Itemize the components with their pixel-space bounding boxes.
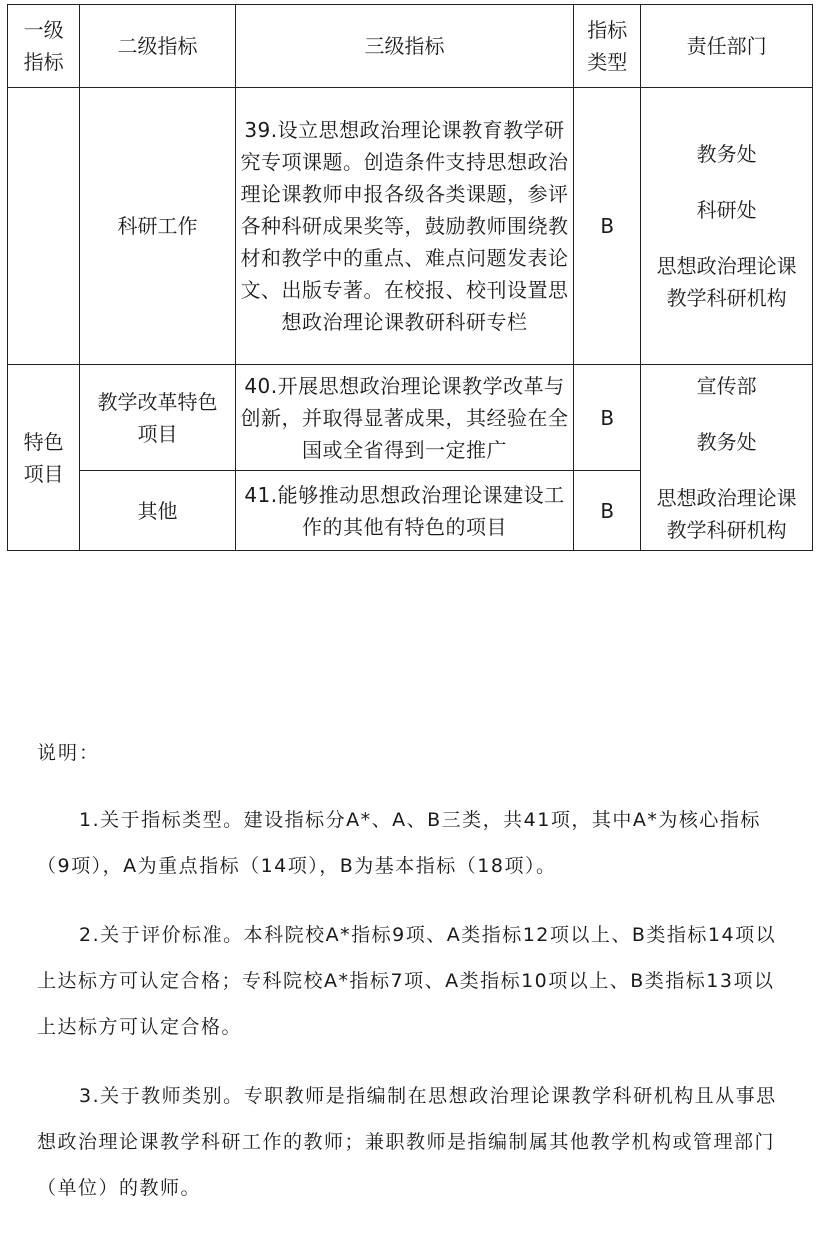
dept-item: 教务处: [696, 429, 757, 454]
cell-level1-empty: [8, 88, 80, 365]
cell-level3: 41.能够推动思想政治理论课建设工作的其他有特色的项目: [235, 471, 573, 551]
cell-type: B: [574, 88, 641, 365]
cell-level3: 40.开展思想政治理论课教学改革与创新，并取得显著成果，其经验在全国或全省得到一定推广: [235, 365, 573, 471]
notes-title: 说明：: [37, 742, 101, 764]
indicator-table: [7, 4, 813, 551]
dept-item: 教务处: [696, 142, 757, 166]
dept-item: 科研处: [696, 198, 757, 222]
cell-type: B: [574, 365, 641, 471]
cell-type: B: [574, 471, 641, 551]
header-type: 指标 类型: [574, 5, 641, 88]
header-level2: 二级指标: [80, 5, 236, 88]
cell-level1: 特色 项目: [8, 365, 80, 551]
cell-level2: 科研工作: [80, 88, 236, 365]
table-header-row: [8, 5, 813, 88]
note-item: 2.关于评价标准。本科院校A*指标9项、A类指标12项以上、B类指标14项以上达标方可认定合格；专科院校A*指标7项、A类指标10项以上、B类指标13项以上达标方可认定合格。: [37, 924, 777, 1038]
cell-level2: 其他: [80, 471, 236, 551]
dept-item: 思想政治理论课 教学科研机构: [656, 485, 797, 542]
dept-item: 宣传部: [696, 373, 757, 398]
note-item: 3.关于教师类别。专职教师是指编制在思想政治理论课教学科研机构且从事思想政治理论课教学科研工作的教师；兼职教师是指编制属其他教学机构或管理部门（单位）的教师。: [37, 1085, 777, 1199]
cell-dept: [641, 365, 813, 551]
cell-level2: 教学改革特色 项目: [80, 365, 236, 471]
note-item: 1.关于指标类型。建设指标分A*、A、B三类，共41项，其中A*为核心指标（9项），A为重点指标（14项），B为基本指标（18项）。: [37, 809, 761, 877]
header-dept: 责任部门: [641, 5, 813, 88]
cell-level3: 39.设立思想政治理论课教育教学研究专项课题。创造条件支持思想政治理论课教师申报各级各类课题，参评各种科研成果奖等，鼓励教师围绕教材和教学中的重点、难点问题发表论文、出版专著。在校报、校刊设置思想政治理论课教研科研专栏: [235, 88, 573, 365]
dept-item: 思想政治理论课 教学科研机构: [656, 254, 797, 310]
table-row: [8, 365, 813, 471]
notes-section: [0, 730, 820, 1234]
header-level1: 一级 指标: [8, 5, 80, 88]
cell-dept: [641, 88, 813, 365]
table-row: [8, 88, 813, 365]
header-level3: 三级指标: [235, 5, 573, 88]
